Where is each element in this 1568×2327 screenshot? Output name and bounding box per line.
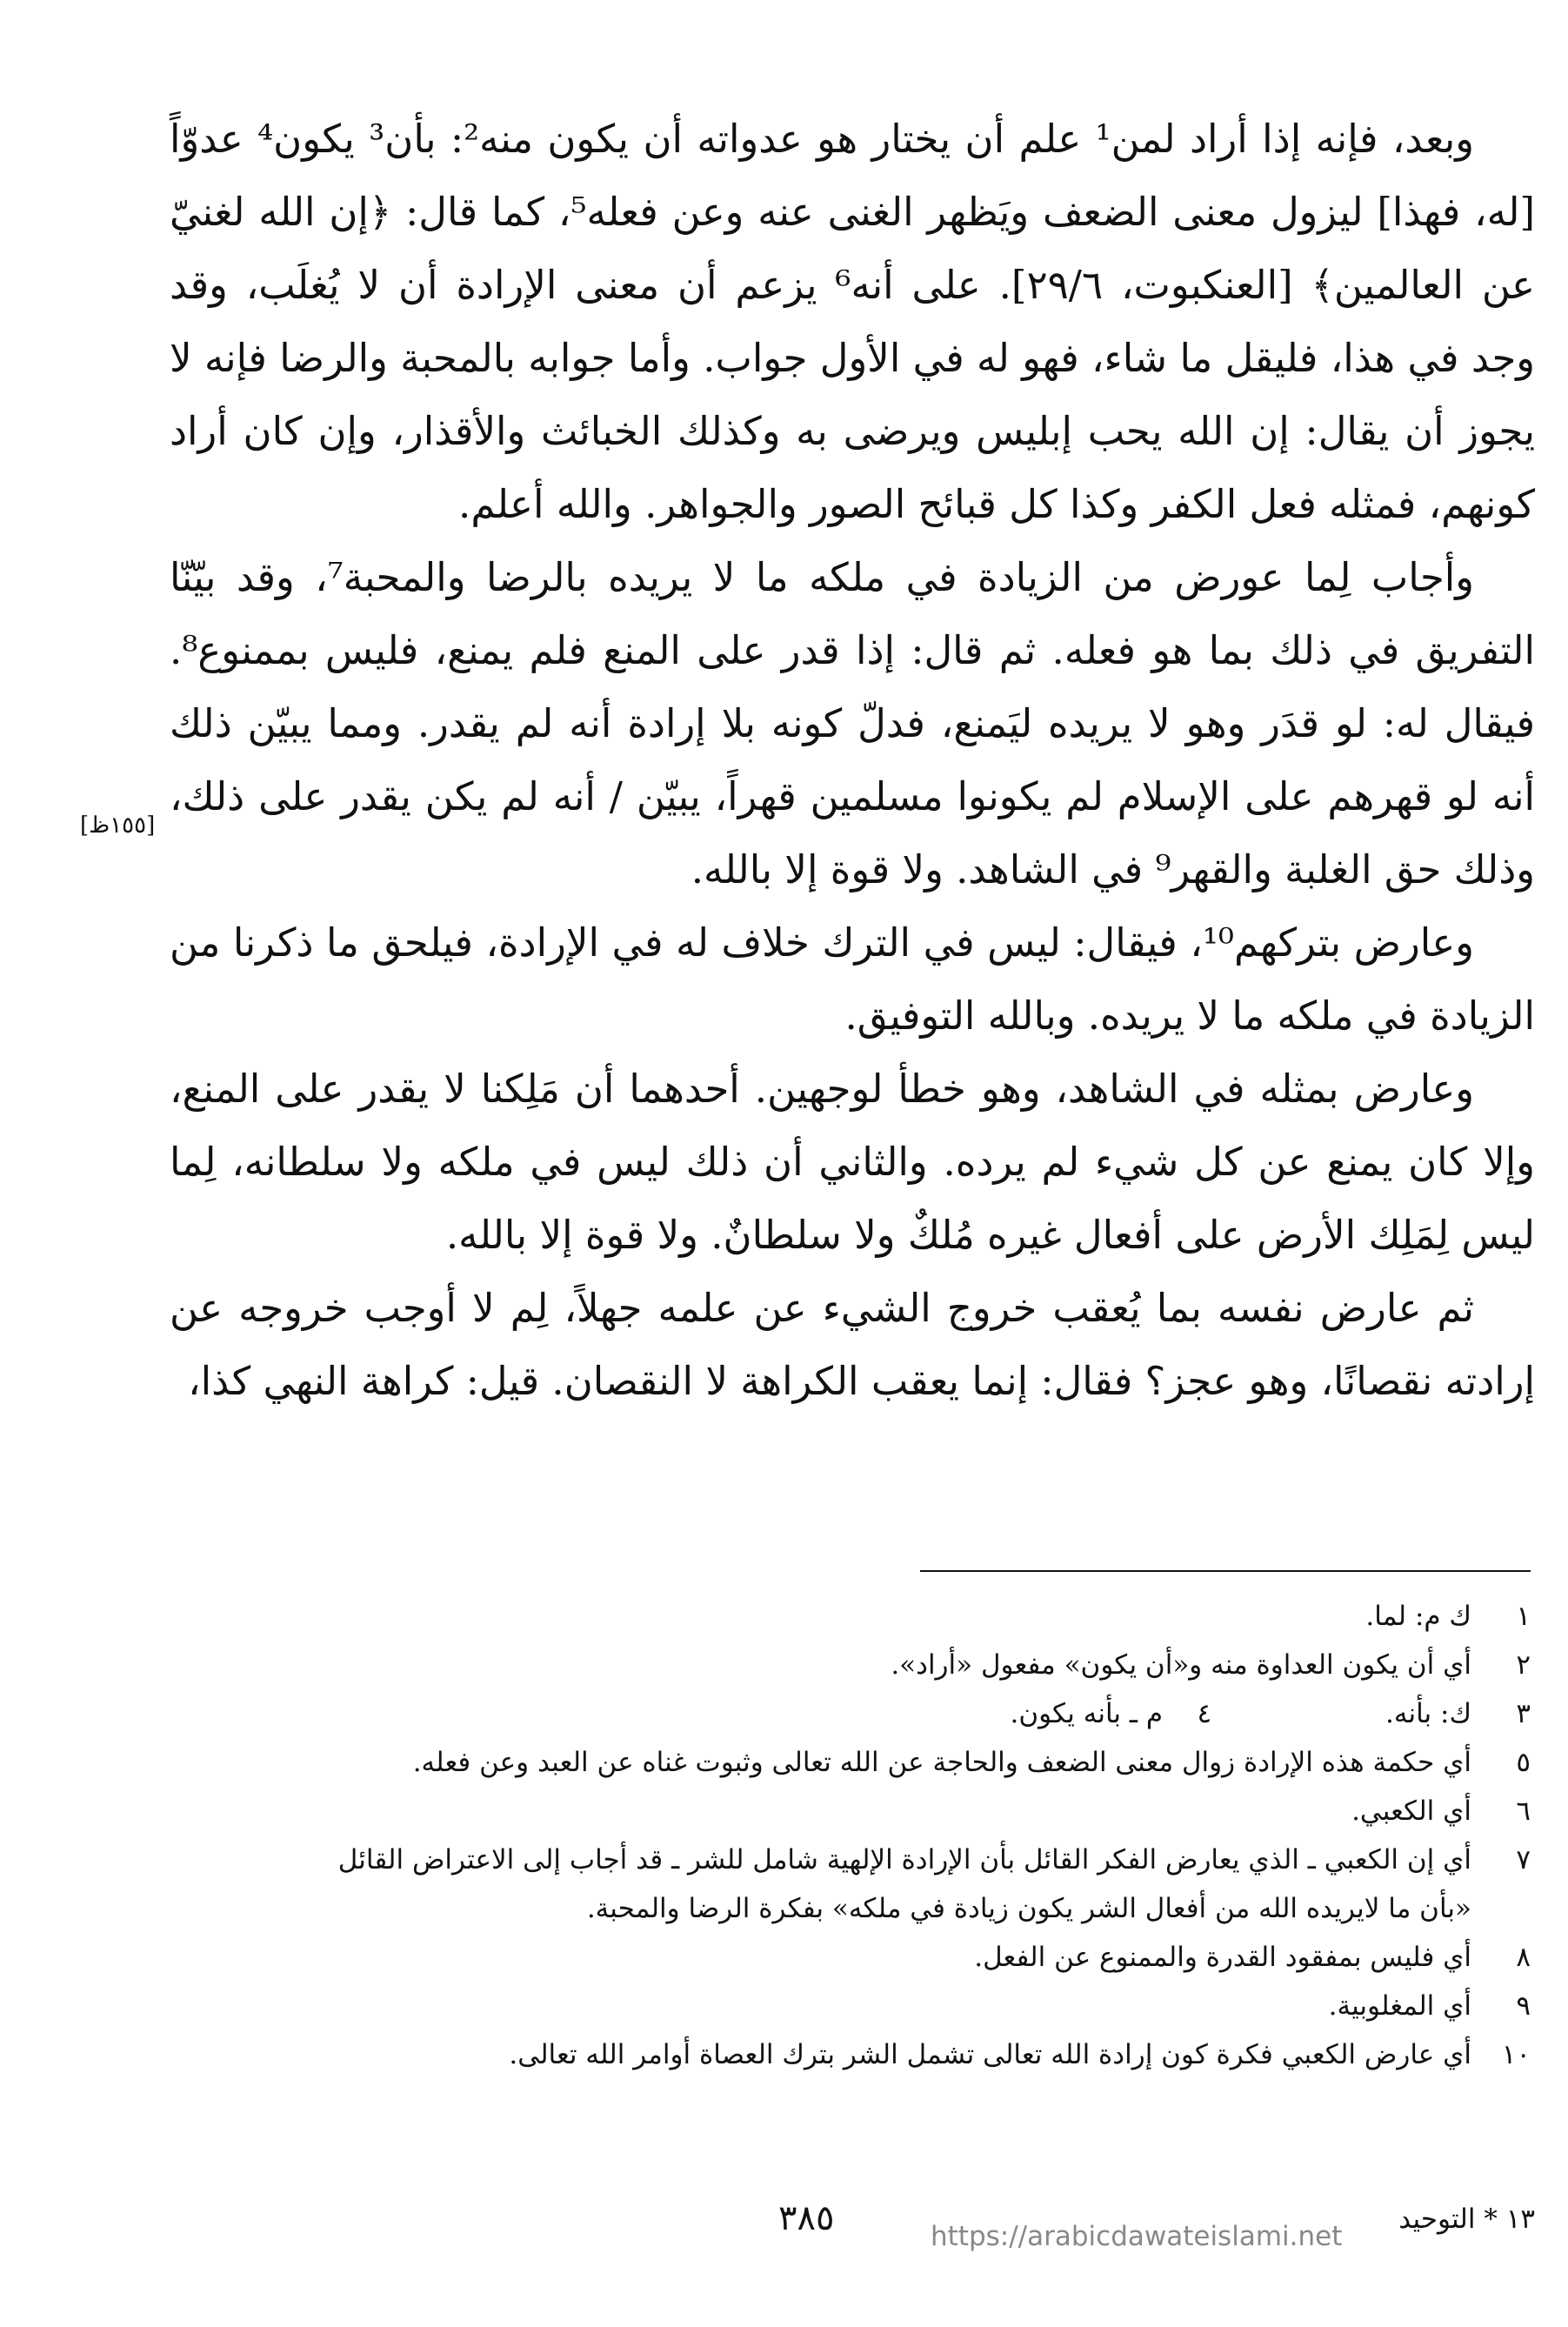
footnote-text: أي حكمة هذه الإرادة زوال معنى الضعف والحاجة عن الله تعالى وثبوت غناه عن العبد وعن فعله. — [412, 1747, 1471, 1778]
footnote-number: ٣ — [1516, 1698, 1531, 1729]
footnote-number: ٤ — [1197, 1698, 1212, 1729]
footnote-number: ٥ — [1516, 1747, 1531, 1778]
paragraph-1: وبعد، فإنه إذا أراد لمن¹ علم أن يختار هو عدواته أن يكون منه²: بأن³ يكون⁴ عدوّاً [له، فهذا] ليزول معنى الضعف ويَظهر الغنى عنه وعن فعله⁵، كما قال: ﴿إن الله لغنيّ عن العالمين﴾ [العنكبوت، ٢٩/٦]. على أنه⁶ يزعم أن معنى الإرادة أن لا يُغلَب، وقد وجد في هذا، فليقل ما شاء، فهو له في الأول جواب. وأما جوابه بالمحبة والرضا فإنه لا يجوز أن يقال: إن الله يحب إبليس ويرضى به وكذلك الخبائث والأقذار، وإن كان أراد كونهم، فمثله فعل الكفر وكذا كل قبائح الصور والجواهر. والله أعلم. — [170, 116, 1536, 527]
footnote — [287, 1933, 1531, 1982]
footnote — [287, 1982, 1531, 2030]
footnote-text: م ـ بأنه يكون. — [1010, 1698, 1164, 1729]
paragraph-4: وعارض بمثله في الشاهد، وهو خطأ لوجهين. أحدهما أن مَلِكنا لا يقدر على المنع، وإلا كان يمنع عن كل شيء لم يرده. والثاني أن ذلك ليس في ملكه ولا سلطانه، لِما ليس لِمَلِك الأرض على أفعال غيره مُلكٌ ولا سلطانٌ. ولا قوة إلا بالله. — [170, 1066, 1535, 1258]
footnotes — [287, 1592, 1531, 2079]
footnote-text: أي المغلوبية. — [1328, 1990, 1471, 2022]
paragraph-5: ثم عارض نفسه بما يُعقب خروج الشيء عن علمه جهلاً، لِم لا أوجب خروجه عن إرادته نقصانًا، وهو عجز؟ فقال: إنما يعقب الكراهة لا النقصان. قيل: كراهة النهي كذا، — [170, 1285, 1535, 1404]
section-label: ١٣ * التوحيد — [1398, 2203, 1535, 2235]
footnote — [287, 1738, 1531, 1787]
footnote-number: ٨ — [1516, 1942, 1531, 1973]
main-text — [170, 103, 1535, 1418]
footnote-text: ك: بأنه. — [1385, 1698, 1471, 1729]
paragraph-2: وأجاب لِما عورض من الزيادة في ملكه ما لا يريده بالرضا والمحبة⁷، وقد بيّنّا التفريق في ذلك بما هو فعله. ثم قال: إذا قدر على المنع فلم يمنع، فليس بممنوع⁸. فيقال له: لو قدَر وهو لا يريده ليَمنع، فدلّ كونه بلا إرادة أنه لم يقدر. ومما يبيّن ذلك أنه لو قهرهم على الإسلام لم يكونوا مسلمين قهراً، يبيّن / أنه لم يكن يقدر على ذلك، وذلك حق الغلبة والقهر⁹ في الشاهد. ولا قوة إلا بالله. — [170, 554, 1535, 893]
footnote-number: ٦ — [1516, 1795, 1531, 1827]
footnote — [287, 1592, 1531, 1641]
footnote-text: ك م: لما. — [1365, 1601, 1471, 1632]
footnote-text: أي الكعبي. — [1351, 1795, 1471, 1827]
manuscript-folio-marker: [١٥٥ظ] — [80, 812, 156, 839]
footnote-number: ١ — [1516, 1601, 1531, 1632]
footnote-number: ٢ — [1516, 1649, 1531, 1681]
footnote-text: أي عارض الكعبي فكرة كون إرادة الله تعالى تشمل الشر بترك العصاة أوامر الله تعالى. — [509, 2039, 1471, 2070]
footnote-number: ٩ — [1516, 1990, 1531, 2022]
footnote-number: ١٠ — [1501, 2039, 1531, 2070]
footnote-text: أي إن الكعبي ـ الذي يعارض الفكر القائل بأن الإرادة الإلهية شامل للشر ـ قد أجاب إلى الاعتراض القائل — [337, 1844, 1471, 1876]
footnote-divider — [920, 1570, 1531, 1572]
footnote — [287, 1689, 1531, 1738]
footnote-inline — [1010, 1689, 1211, 1738]
footnote — [287, 1836, 1531, 1884]
page-number: ٣٨٥ — [778, 2198, 835, 2238]
footnote — [287, 1787, 1531, 1836]
footnote-text: أي أن يكون العداوة منه و«أن يكون» مفعول «أراد». — [891, 1649, 1471, 1681]
footnote-number: ٧ — [1516, 1844, 1531, 1876]
footnote-text-pair — [287, 1689, 1471, 1738]
footnote-text: أي فليس بمفقود القدرة والممنوع عن الفعل. — [974, 1942, 1471, 1973]
paragraph-3: وعارض بتركهم¹⁰، فيقال: ليس في الترك خلاف له في الإرادة، فيلحق ما ذكرنا من الزيادة في ملكه ما لا يريده. وبالله التوفيق. — [170, 919, 1535, 1039]
footnote — [287, 1641, 1531, 1689]
website-watermark: https://arabicdawateislami.net — [931, 2221, 1343, 2252]
footnote-continuation: «بأن ما لايريده الله من أفعال الشر يكون زيادة في ملكه» بفكرة الرضا والمحبة. — [586, 1893, 1471, 1924]
footnote — [287, 2030, 1531, 2079]
